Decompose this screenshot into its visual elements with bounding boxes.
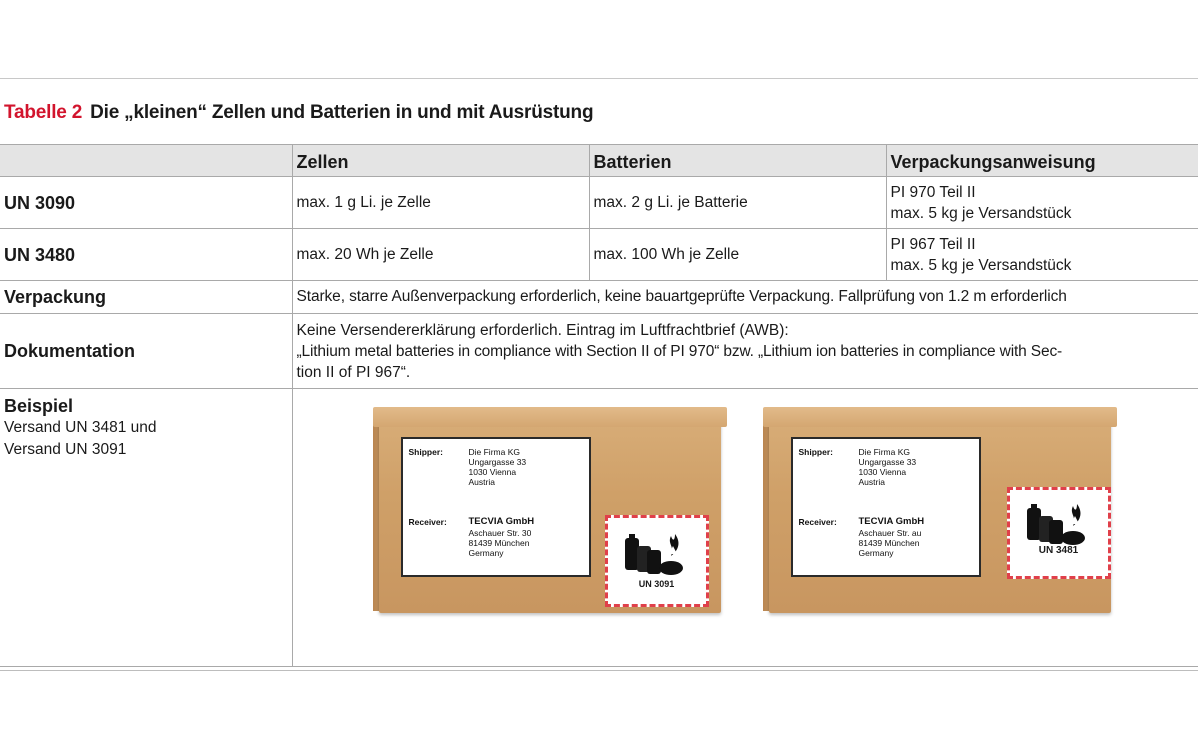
package-box-2 [763, 407, 1119, 617]
un-number: UN 3481 [1038, 545, 1079, 556]
battery-table [0, 144, 1198, 667]
box-lid [763, 407, 1117, 427]
shipper-line: 1030 Vienna [858, 467, 907, 477]
cell-verpackung-text: Starke, starre Außenverpackung erforderlich, keine bauartgeprüfte Verpackung. Fallprüfung von 1.2 m erforderlich [292, 281, 1198, 314]
receiver-line: Aschauer Str. au [858, 528, 922, 538]
doku-line2: „Lithium metal batteries in compliance with Section II of PI 970“ bzw. „Lithium ion batteries in compliance with Sec- [296, 342, 1063, 360]
lithium-hazard-label [1007, 487, 1111, 579]
shipper-key: Shipper: [798, 447, 833, 457]
un-number: UN 3091 [638, 579, 675, 589]
table-row [0, 229, 1198, 281]
beispiel-label: Beispiel [4, 396, 74, 416]
shipper-line: Ungargasse 33 [858, 457, 917, 467]
row-label-verpackung: Verpackung [0, 281, 292, 314]
cell-batterien: max. 2 g Li. je Batterie [589, 177, 886, 229]
pi-line1: PI 967 Teil II [890, 235, 976, 253]
cell-batterien: max. 100 Wh je Zelle [589, 229, 886, 281]
package-illustrations [293, 389, 1199, 666]
pi-line2: max. 5 kg je Versandstück [890, 256, 1072, 274]
pi-line2: max. 5 kg je Versandstück [890, 204, 1072, 222]
shipper-key: Shipper: [408, 447, 443, 457]
receiver-key: Receiver: [798, 517, 837, 527]
receiver-line: Germany [468, 548, 504, 558]
receiver-line: TECVIA GmbH [858, 516, 925, 527]
cell-pi [886, 177, 1198, 229]
shipping-label [791, 437, 981, 577]
receiver-key: Receiver: [408, 517, 447, 527]
header-zellen: Zellen [292, 145, 589, 177]
beispiel-line2: Versand UN 3091 [4, 441, 127, 458]
cell-zellen: max. 20 Wh je Zelle [292, 229, 589, 281]
box-lid [373, 407, 727, 427]
pi-line1: PI 970 Teil II [890, 183, 976, 201]
shipping-label [401, 437, 591, 577]
row-label-un3480: UN 3480 [0, 229, 292, 281]
receiver-line: Aschauer Str. 30 [468, 528, 532, 538]
header-empty [0, 145, 292, 177]
table-caption [4, 102, 593, 124]
shipper-line: 1030 Vienna [468, 467, 517, 477]
row-label-dokumentation: Dokumentation [0, 314, 292, 389]
header-verpackungsanweisung: Verpackungsanweisung [886, 145, 1198, 177]
table-row [0, 281, 1198, 314]
cell-zellen: max. 1 g Li. je Zelle [292, 177, 589, 229]
table-row [0, 177, 1198, 229]
receiver-line: Germany [858, 548, 894, 558]
cell-dokumentation [292, 314, 1198, 389]
cell-beispiel [0, 389, 292, 667]
package-box-1 [373, 407, 729, 617]
cell-beispiel-images [292, 389, 1198, 667]
hazard-label-inner [612, 522, 702, 600]
doku-line3: tion II of PI 967“. [296, 363, 411, 381]
doku-line1: Keine Versendererklärung erforderlich. Eintrag im Luftfrachtbrief (AWB): [296, 321, 789, 339]
receiver-line: 81439 München [468, 538, 530, 548]
caption-title: Die „kleinen“ Zellen und Batterien in und mit Ausrüstung [90, 102, 594, 123]
hazard-label-inner [1014, 494, 1104, 572]
table-row [0, 314, 1198, 389]
lithium-hazard-label [605, 515, 709, 607]
beispiel-line1: Versand UN 3481 und [4, 419, 157, 436]
header-row [0, 145, 1198, 177]
shipper-line: Austria [468, 477, 495, 487]
shipper-line: Die Firma KG [858, 447, 910, 457]
receiver-line: 81439 München [858, 538, 920, 548]
table-row [0, 389, 1198, 667]
shipper-line: Austria [858, 477, 885, 487]
caption-prefix: Tabelle 2 [4, 102, 83, 123]
cell-pi [886, 229, 1198, 281]
shipper-line: Die Firma KG [468, 447, 520, 457]
header-batterien: Batterien [589, 145, 886, 177]
shipper-line: Ungargasse 33 [468, 457, 527, 467]
row-label-un3090: UN 3090 [0, 177, 292, 229]
receiver-line: TECVIA GmbH [468, 516, 535, 527]
